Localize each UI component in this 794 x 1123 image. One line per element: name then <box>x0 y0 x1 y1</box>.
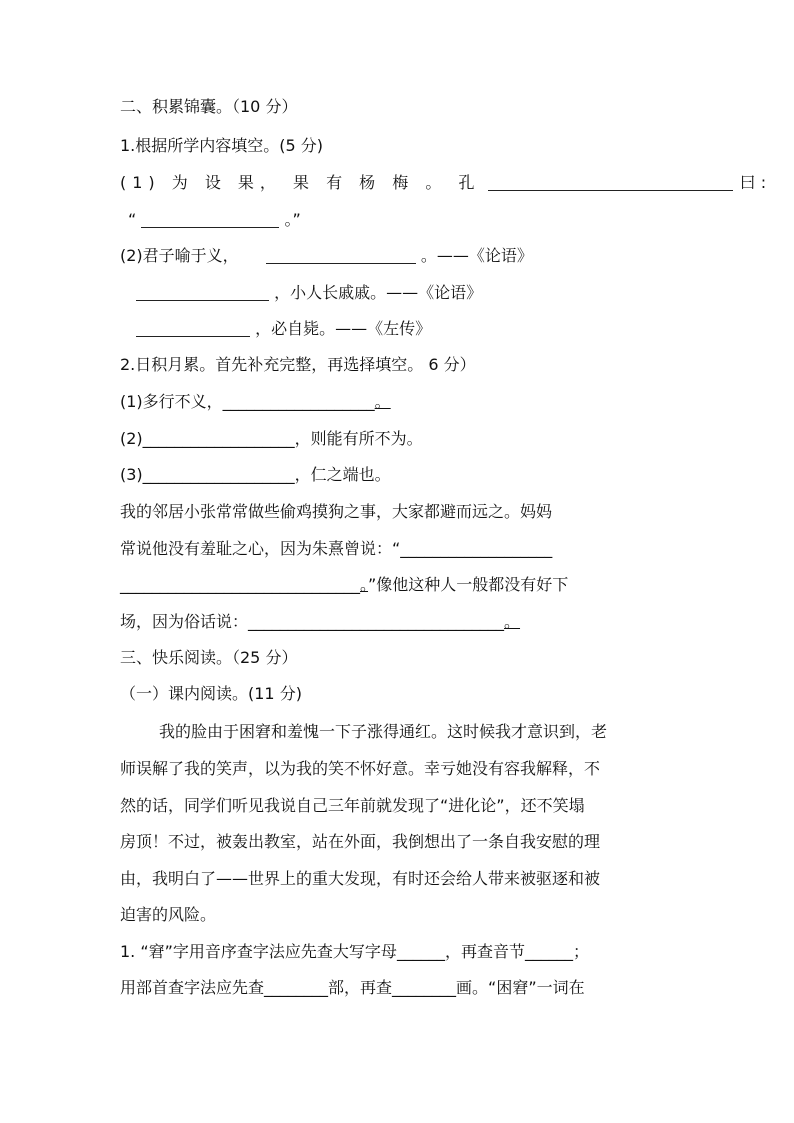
fill-line <box>120 539 552 559</box>
fill-line <box>120 942 589 962</box>
line-text: ，小人长戚戚。——《论语》 <box>274 283 483 302</box>
close-quote: 。” <box>284 210 301 229</box>
fill-line <box>120 612 520 632</box>
answer-blank[interactable]: ___________________ <box>400 539 553 558</box>
fill-line <box>120 392 391 412</box>
passage-line: 然的话，同学们听见我说自己三年前就发现了“进化论”，还不笑塌 <box>120 796 585 815</box>
answer-blank[interactable] <box>136 320 250 337</box>
passage-line: 师误解了我的笑声，以为我的笑不怀好意。幸亏她没有容我解释，不 <box>120 759 601 778</box>
fill-line <box>120 465 391 485</box>
line-text: 场，因为俗话说： <box>120 612 249 631</box>
fill-line <box>120 575 568 595</box>
answer-blank[interactable]: ___________________ <box>142 429 295 448</box>
passage-line: 房顶！不过，被轰出教室，站在外面，我倒想出了一条自我安慰的理 <box>120 832 601 851</box>
fill-line <box>136 319 431 339</box>
line-text: (3) <box>120 465 143 484</box>
passage-line: 由，我明白了——世界上的重大发现，有时还会给人带来被驱逐和被 <box>120 869 601 888</box>
answer-blank[interactable]: ________________________________ <box>248 612 505 631</box>
fill-line <box>120 246 533 266</box>
fill-line <box>120 173 766 193</box>
passage-line: 我的脸由于困窘和羞愧一下子涨得通红。这时候我才意识到，老 <box>159 722 608 741</box>
line-text: 1. “窘”字用音序查字法应先查大写字母 <box>120 942 397 961</box>
line-text: 。 <box>504 612 521 631</box>
answer-blank[interactable]: ___________________ <box>142 465 295 484</box>
sub-heading: （一）课内阅读。(11 分) <box>120 684 302 703</box>
answer-blank[interactable]: ___________________ <box>222 392 375 411</box>
fill-line <box>120 429 423 449</box>
question-prompt: 1.根据所学内容填空。(5 分) <box>120 136 324 155</box>
answer-blank[interactable]: ________ <box>264 978 329 997</box>
fill-line <box>136 283 482 303</box>
line-text: ，仁之端也。 <box>294 465 391 484</box>
answer-blank[interactable] <box>488 174 733 191</box>
answer-blank[interactable] <box>266 247 416 264</box>
line-text: 画。“困窘”一词在 <box>456 978 585 997</box>
answer-blank[interactable]: ______________________________ <box>120 575 360 594</box>
question-prompt: 2.日积月累。首先补充完整，再选择填空。 6 分） <box>120 355 476 374</box>
section-heading: 三、快乐阅读。（25 分） <box>120 648 298 667</box>
answer-blank[interactable]: ________ <box>392 978 457 997</box>
line-text: ”像他这种人一般都没有好下 <box>368 575 569 594</box>
line-text: ，则能有所不为。 <box>294 429 423 448</box>
passage-line: 迫害的风险。 <box>120 905 217 924</box>
line-text: 曰 : <box>739 173 767 192</box>
answer-blank[interactable] <box>141 211 279 228</box>
line-text: ，再查音节 <box>444 942 525 961</box>
line-text: (2)君子喻于义， <box>120 246 239 265</box>
paragraph-line: 我的邻居小张常常做些偷鸡摸狗之事，大家都避而远之。妈妈 <box>120 502 553 521</box>
fill-line <box>128 210 301 230</box>
line-text: 。——《论语》 <box>420 246 533 265</box>
section-heading: 二、积累锦囊。（10 分） <box>120 97 298 116</box>
line-text: ； <box>572 942 589 961</box>
line-text: ，必自毙。——《左传》 <box>255 319 432 338</box>
line-text: (2) <box>120 429 143 448</box>
line-text: 常说他没有羞耻之心，因为朱熹曾说：“ <box>120 539 401 558</box>
line-text: 。 <box>360 575 369 594</box>
line-text: 部，再查 <box>328 978 393 997</box>
answer-blank[interactable]: ______ <box>524 942 573 961</box>
open-quote: “ <box>128 210 137 229</box>
answer-blank[interactable] <box>136 284 269 301</box>
line-text: (1) 为 设 果， 果 有 杨 梅 。 孔 <box>120 173 481 192</box>
fill-line <box>120 978 585 998</box>
line-text: 。 <box>374 392 391 411</box>
answer-blank[interactable]: ______ <box>396 942 445 961</box>
line-text: 用部首查字法应先查 <box>120 978 265 997</box>
line-text: (1)多行不义， <box>120 392 223 411</box>
